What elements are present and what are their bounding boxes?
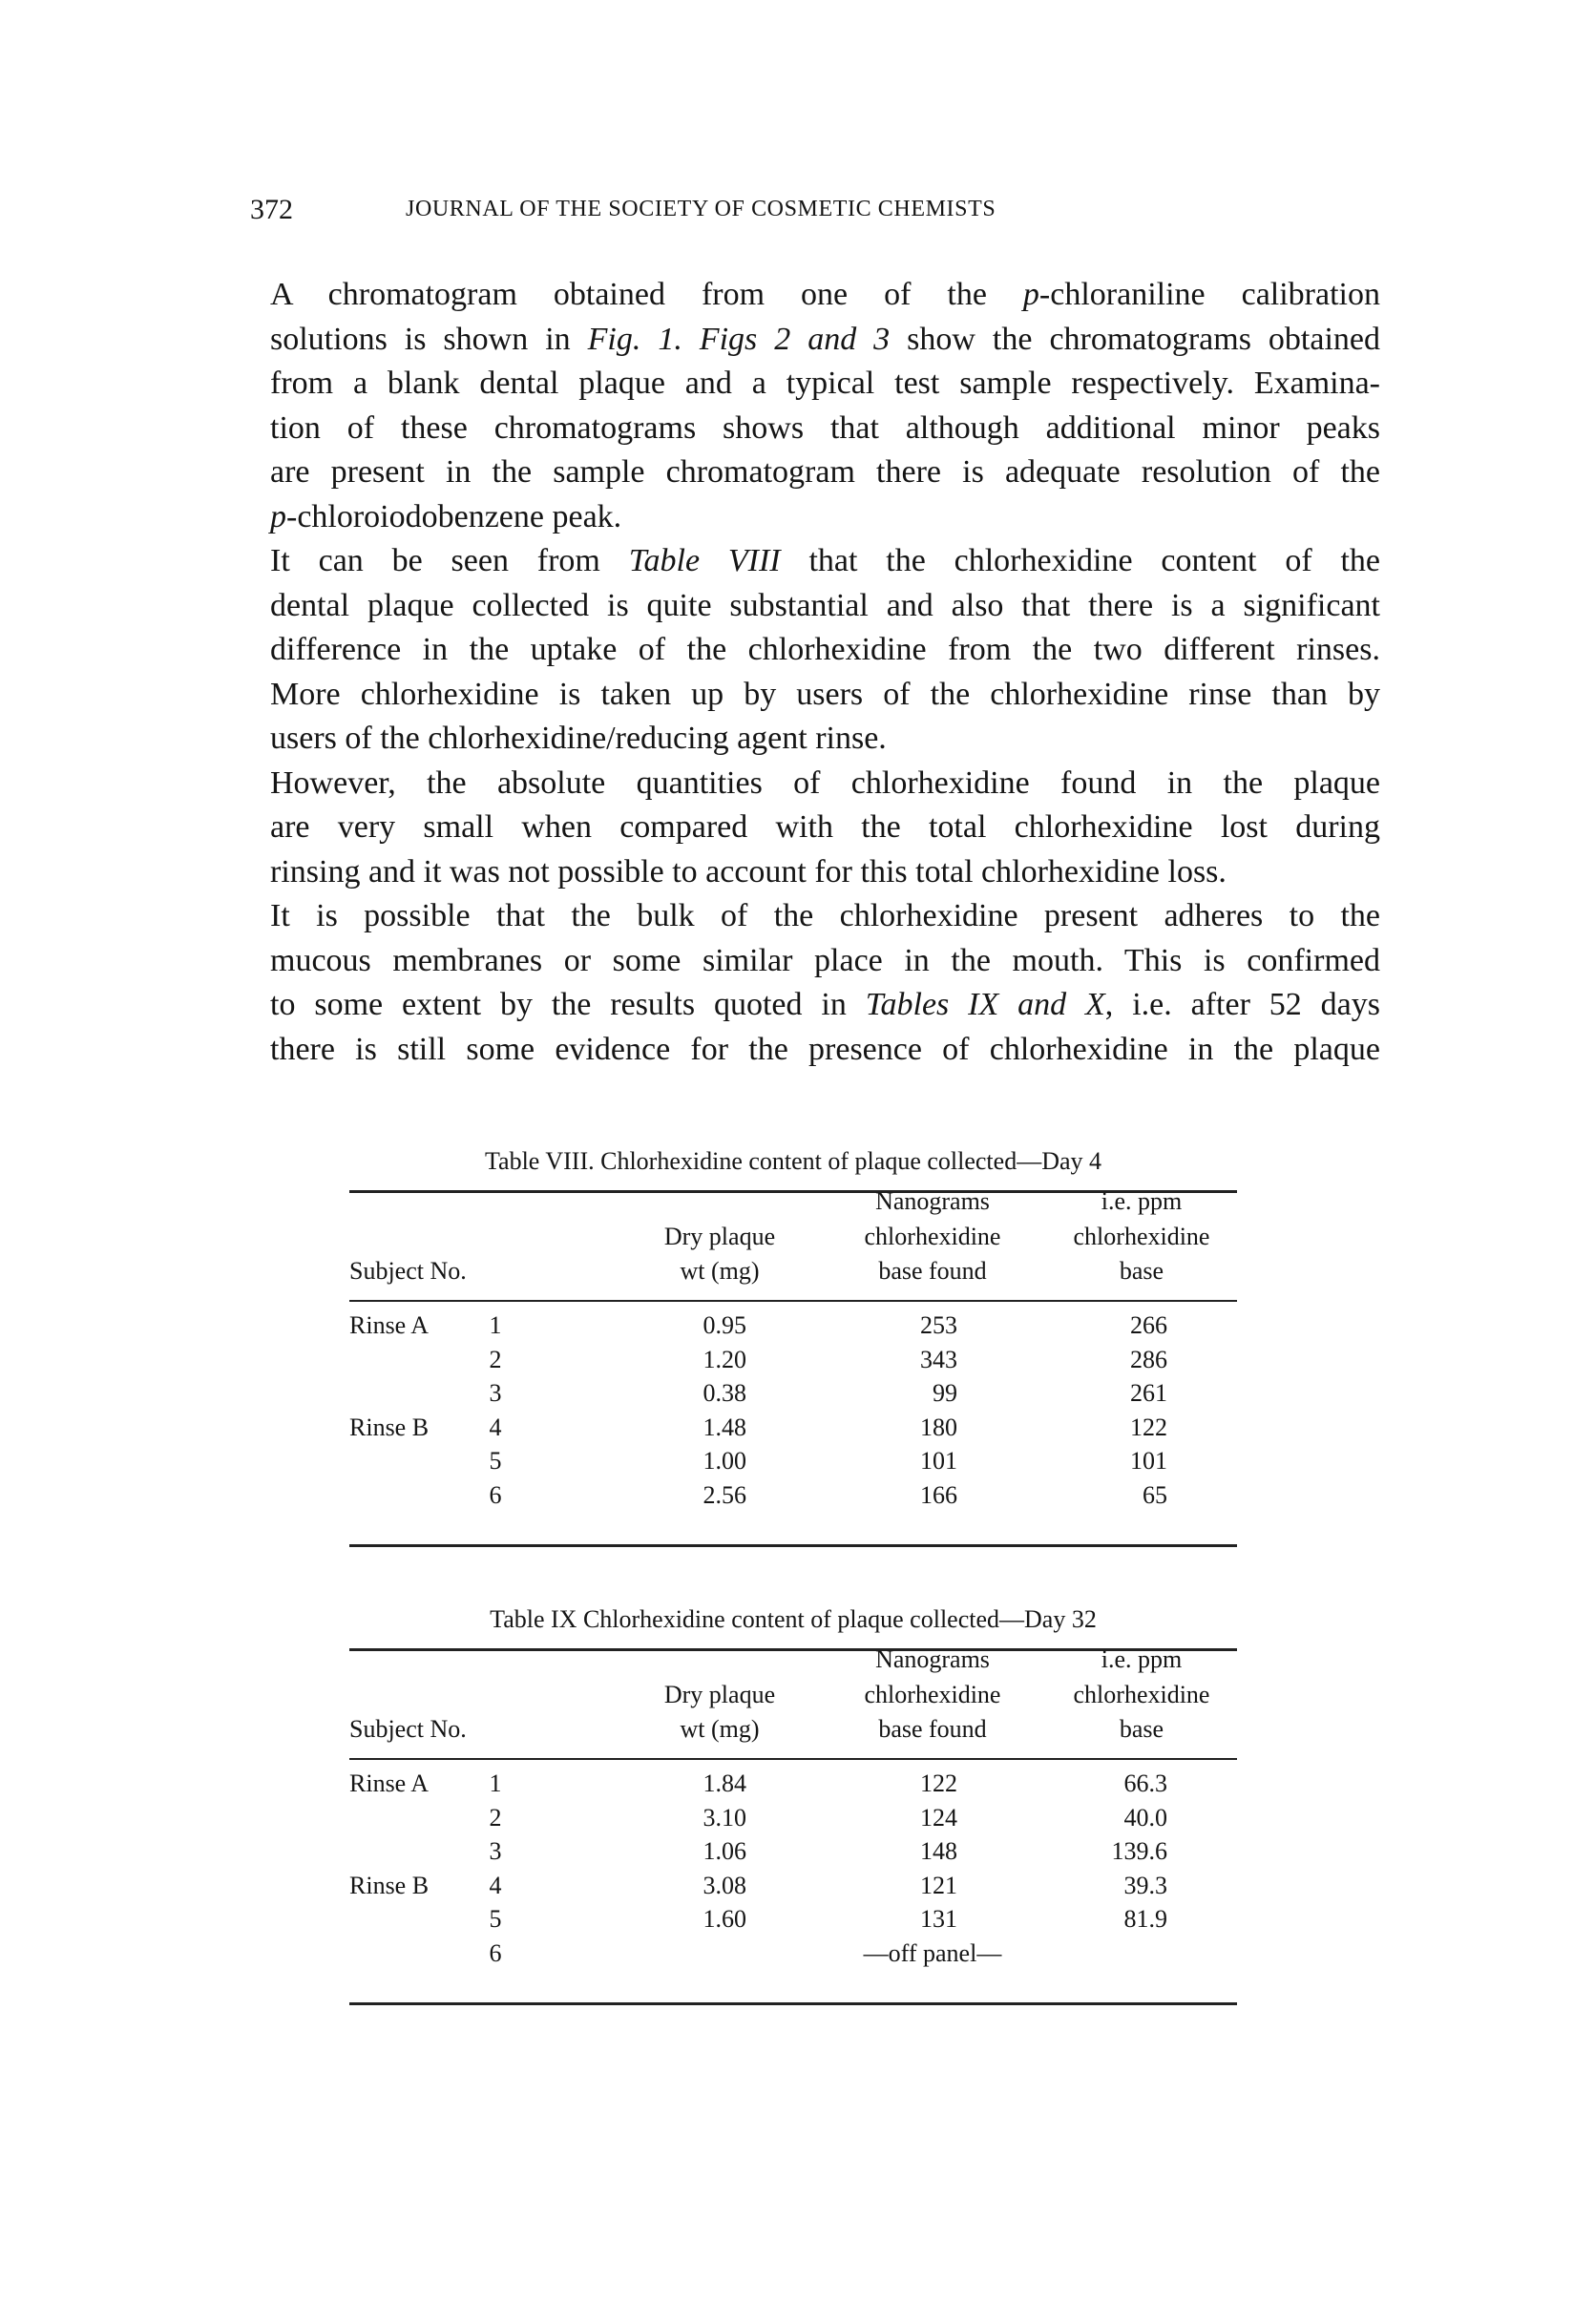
text-line — [270, 673, 1380, 718]
header-ppm: i.e. ppm — [1101, 1645, 1183, 1673]
nanograms-found: 121 — [920, 1871, 957, 1899]
header-dry: wt (mg) — [680, 1715, 760, 1743]
text-line — [270, 762, 1380, 806]
text-segment: -chloraniline calibration — [1038, 277, 1380, 312]
table-row — [349, 1869, 1237, 1903]
header-row — [349, 1254, 1237, 1288]
rinse-group-label: Rinse B — [349, 1871, 430, 1899]
header-dry: wt (mg) — [680, 1257, 760, 1285]
text-segment: solutions is shown in — [270, 321, 588, 357]
subject-number: 1 — [489, 1769, 502, 1797]
text-segment: More chlorhexidine is taken up by users of the chlorhexidine rinse than by — [270, 676, 1380, 712]
nanograms-found: 101 — [920, 1447, 957, 1476]
table-row — [349, 1343, 1237, 1377]
table-bottom-rule — [349, 1544, 1237, 1547]
dry-plaque-weight: 1.60 — [703, 1905, 746, 1934]
table-caption: Table VIII. Chlorhexidine content of plaque collected—Day 4 — [484, 1147, 1102, 1175]
subject-number: 1 — [489, 1311, 502, 1339]
nanograms-found: 166 — [920, 1481, 957, 1509]
header-row — [349, 1184, 1237, 1219]
header-ppm: base — [1119, 1715, 1164, 1743]
ppm-base: 40.0 — [1123, 1803, 1167, 1832]
header-ppm: i.e. ppm — [1101, 1187, 1183, 1215]
subject-number: 3 — [489, 1379, 502, 1408]
subject-number: 6 — [489, 1939, 502, 1967]
header-nano: chlorhexidine — [864, 1223, 1001, 1250]
table-row — [349, 1411, 1237, 1445]
nanograms-found: 124 — [920, 1803, 957, 1832]
text-line — [270, 717, 1380, 762]
text-segment: , i.e. after 52 days — [1104, 987, 1380, 1022]
dry-plaque-weight: 3.10 — [703, 1803, 746, 1832]
text-line — [270, 407, 1380, 451]
text-segment: It can be seen from — [270, 543, 629, 578]
dry-plaque-weight: 1.84 — [703, 1769, 746, 1797]
rinse-group-label: Rinse A — [349, 1311, 430, 1339]
ppm-base: 266 — [1130, 1311, 1167, 1339]
text-segment: difference in the uptake of the chlorhexidine from the two different rinses. — [270, 632, 1380, 667]
dry-plaque-weight: 3.08 — [703, 1871, 746, 1899]
nanograms-found: 253 — [920, 1311, 957, 1339]
text-line — [270, 939, 1380, 984]
nanograms-found: 122 — [920, 1769, 957, 1797]
table-row — [349, 1902, 1237, 1937]
header-dry: Dry plaque — [663, 1223, 776, 1250]
header-ppm: chlorhexidine — [1073, 1223, 1210, 1250]
header-nano: base found — [878, 1715, 987, 1743]
text-segment: mucous membranes or some similar place in the mouth. This is confirmed — [270, 942, 1380, 978]
table-header-rule — [349, 1300, 1237, 1302]
body-text — [270, 273, 1380, 1072]
text-line — [270, 628, 1380, 673]
ppm-base: 261 — [1130, 1379, 1167, 1408]
running-header: JOURNAL OF THE SOCIETY OF COSMETIC CHEMISTS — [406, 197, 996, 221]
text-line — [270, 450, 1380, 495]
dry-plaque-weight: 0.95 — [703, 1311, 746, 1339]
text-segment: that the chlorhexidine content of the — [780, 543, 1381, 578]
text-segment: A chromatogram obtained from one of the — [270, 277, 1023, 312]
text-line — [270, 850, 1380, 895]
table-row — [349, 1376, 1237, 1411]
header-nano: Nanograms — [875, 1187, 990, 1215]
italic-text: p — [270, 498, 286, 534]
row-note: —off panel— — [863, 1939, 1002, 1967]
ppm-base: 39.3 — [1123, 1871, 1167, 1899]
table-bottom-rule — [349, 2002, 1237, 2005]
table-viii — [349, 1145, 1237, 1556]
text-line — [270, 273, 1380, 318]
subject-number: 4 — [489, 1413, 502, 1441]
text-segment: -chloroiodobenzene peak. — [286, 498, 622, 534]
text-line — [270, 584, 1380, 629]
nanograms-found: 180 — [920, 1413, 957, 1441]
table-row — [349, 1309, 1237, 1343]
table-header-rule — [349, 1758, 1237, 1760]
text-line — [270, 806, 1380, 850]
text-segment: are present in the sample chromatogram there is adequate resolution of the — [270, 454, 1380, 490]
text-segment: there is still some evidence for the presence of chlorhexidine in the plaque — [270, 1031, 1380, 1067]
table-row — [349, 1767, 1237, 1801]
rinse-group-label: Rinse B — [349, 1413, 430, 1441]
header-nano: chlorhexidine — [864, 1681, 1001, 1708]
header-ppm: chlorhexidine — [1073, 1681, 1210, 1708]
table-caption: Table IX Chlorhexidine content of plaque collected—Day 32 — [490, 1605, 1097, 1633]
header-row — [349, 1220, 1237, 1254]
page-number: 372 — [250, 194, 293, 225]
dry-plaque-weight: 2.56 — [703, 1481, 746, 1509]
dry-plaque-weight: 0.38 — [703, 1379, 746, 1408]
text-segment: tion of these chromatograms shows that although additional minor peaks — [270, 409, 1380, 446]
ppm-base: 139.6 — [1111, 1837, 1167, 1866]
text-segment: users of the chlorhexidine/reducing agent rinse. — [270, 721, 887, 756]
ppm-base: 122 — [1130, 1413, 1167, 1441]
subject-number: 2 — [489, 1803, 502, 1832]
nanograms-found: 343 — [920, 1345, 957, 1373]
text-line — [270, 495, 1380, 540]
text-line — [270, 539, 1380, 584]
text-segment: are very small when compared with the total chlorhexidine lost during — [270, 809, 1380, 845]
header-nano: Nanograms — [875, 1645, 990, 1673]
text-segment: dental plaque collected is quite substantial and also that there is a significant — [270, 587, 1380, 623]
text-segment: rinsing and it was not possible to account for this total chlorhexidine loss. — [270, 853, 1227, 890]
dry-plaque-weight: 1.20 — [703, 1345, 746, 1373]
header-row — [349, 1712, 1237, 1747]
header-dry: Dry plaque — [663, 1681, 776, 1708]
italic-text: Fig. 1. Figs 2 and 3 — [587, 321, 891, 357]
rinse-group-label: Rinse A — [349, 1769, 430, 1797]
text-segment: It is possible that the bulk of the chlorhexidine present adheres to the — [270, 898, 1380, 933]
nanograms-found: 148 — [920, 1837, 957, 1866]
subject-number: 3 — [489, 1837, 502, 1866]
header-nano: base found — [878, 1257, 987, 1285]
table-row — [349, 1834, 1237, 1869]
text-line — [270, 894, 1380, 939]
text-line — [270, 983, 1380, 1028]
text-segment: However, the absolute quantities of chlorhexidine found in the plaque — [270, 764, 1380, 801]
table-row — [349, 1937, 1237, 1971]
table-row — [349, 1444, 1237, 1478]
ppm-base: 66.3 — [1123, 1769, 1167, 1797]
text-segment: from a blank dental plaque and a typical test sample respectively. Examina- — [270, 366, 1380, 401]
text-segment: to some extent by the results quoted in — [270, 987, 866, 1022]
table-ix — [349, 1603, 1237, 2014]
text-line — [270, 362, 1380, 407]
italic-text: Table VIII — [628, 543, 781, 578]
header-row — [349, 1678, 1237, 1712]
italic-text: p — [1022, 277, 1039, 312]
subject-number: 2 — [489, 1345, 502, 1373]
subject-number: 6 — [489, 1481, 502, 1509]
dry-plaque-weight: 1.48 — [703, 1413, 746, 1441]
italic-text: Tables IX and X — [865, 987, 1105, 1022]
text-line — [270, 318, 1380, 363]
ppm-base: 286 — [1130, 1345, 1167, 1373]
dry-plaque-weight: 1.06 — [703, 1837, 746, 1866]
header-subject: Subject No. — [349, 1715, 467, 1743]
dry-plaque-weight: 1.00 — [703, 1447, 746, 1476]
table-row — [349, 1478, 1237, 1513]
text-line — [270, 1028, 1380, 1073]
subject-number: 5 — [489, 1447, 502, 1476]
nanograms-found: 99 — [933, 1379, 957, 1408]
nanograms-found: 131 — [920, 1905, 957, 1934]
header-ppm: base — [1119, 1257, 1164, 1285]
text-segment: show the chromatograms obtained — [890, 321, 1380, 357]
subject-number: 4 — [489, 1871, 502, 1899]
header-row — [349, 1643, 1237, 1677]
ppm-base: 65 — [1143, 1481, 1167, 1509]
subject-number: 5 — [489, 1905, 502, 1934]
ppm-base: 101 — [1130, 1447, 1167, 1476]
ppm-base: 81.9 — [1123, 1905, 1167, 1934]
header-subject: Subject No. — [349, 1257, 467, 1285]
table-row — [349, 1801, 1237, 1835]
